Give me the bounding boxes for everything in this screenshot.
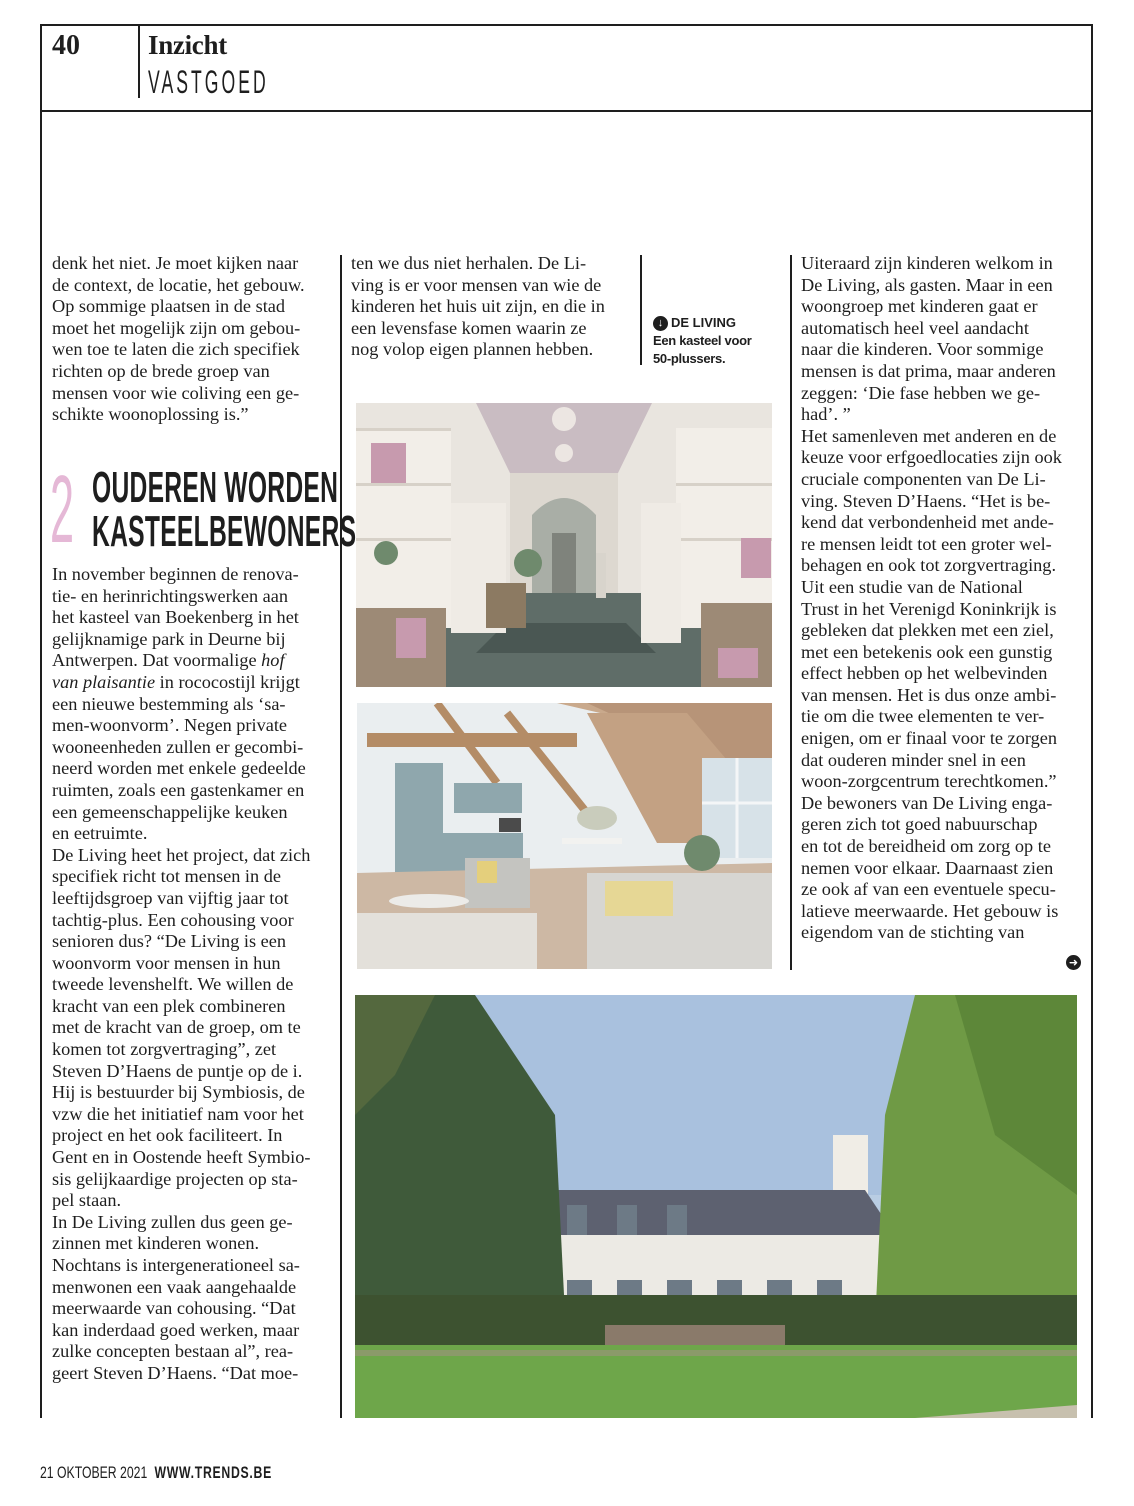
text-line: kan inderdaad goed werken, maar bbox=[52, 1319, 300, 1340]
article-column-left-top bbox=[52, 253, 332, 426]
section-title: Inzicht bbox=[148, 30, 227, 60]
text-line: ruimten, zoals een gastenkamer en bbox=[52, 779, 305, 800]
text-line: zeggen: ‘Die fase hebben we ge- bbox=[801, 382, 1041, 403]
text-line: enigen, om er finaal voor te zorgen bbox=[801, 728, 1058, 749]
text-line: keuze voor erfgoedlocaties zijn ook bbox=[801, 447, 1062, 468]
text-run: Antwerpen. Dat voormalige bbox=[52, 650, 262, 671]
text-line: De Living, als gasten. Maar in een bbox=[801, 274, 1053, 295]
text-line: wooneenheden zullen er gecombi- bbox=[52, 736, 304, 757]
text-line: tachtig-plus. Een cohousing voor bbox=[52, 909, 294, 930]
text-line: woongroep met kinderen gaat er bbox=[801, 296, 1038, 317]
text-block bbox=[52, 694, 332, 1385]
text-line: men-woonvorm’. Negen private bbox=[52, 715, 288, 736]
website-link[interactable]: WWW.TRENDS.BE bbox=[154, 1463, 272, 1482]
text-line: senioren dus? “De Living is een bbox=[52, 931, 287, 952]
text-line: Uiteraard zijn kinderen welkom in bbox=[801, 253, 1053, 273]
text-line: woon-zorgcentrum terechtkomen.” bbox=[801, 771, 1057, 792]
text-run: in rococostijl krijgt bbox=[155, 671, 300, 692]
photo-caption bbox=[653, 314, 752, 368]
column-divider-right bbox=[790, 255, 792, 970]
text-line: Op sommige plaatsen in de stad bbox=[52, 296, 286, 317]
text-line: Gent en in Oostende heeft Symbio- bbox=[52, 1147, 311, 1168]
text-line: kracht van een plek combineren bbox=[52, 995, 286, 1016]
text-line: specifiek richt tot mensen in de bbox=[52, 866, 281, 887]
page-left-rule bbox=[40, 24, 42, 1418]
italic-term: van plaisantie bbox=[52, 671, 156, 692]
caption-line: 50-plussers. bbox=[653, 351, 726, 366]
text-line: In november beginnen de renova- bbox=[52, 564, 299, 584]
text-line: een nieuwe bestemming als ‘sa- bbox=[52, 693, 286, 714]
text-line: ving is er voor mensen van wie de bbox=[351, 274, 602, 295]
text-line: tie- en herinrichtingswerken aan bbox=[52, 585, 289, 606]
text-line: wen toe te laten die zich specifiek bbox=[52, 339, 300, 360]
text-line: leeftijdsgroep van vijftig jaar tot bbox=[52, 887, 289, 908]
text-line: tweede levenshelft. We willen de bbox=[52, 974, 294, 995]
arrow-right-circle-icon: ➜ bbox=[1066, 955, 1081, 970]
section-heading bbox=[92, 463, 357, 556]
text-line: mensen voor wie coliving een ge- bbox=[52, 382, 300, 403]
italic-term: hof bbox=[261, 650, 285, 671]
text-line: geert Steven D’Haens. “Dat moe- bbox=[52, 1362, 299, 1383]
text-line: De Living heet het project, dat zich bbox=[52, 844, 311, 865]
text-line: Het samenleven met anderen en de bbox=[801, 425, 1057, 446]
attic-illustration bbox=[357, 703, 772, 969]
text-line: komen tot zorgvertraging”, zet bbox=[52, 1039, 277, 1060]
text-line: denk het niet. Je moet kijken naar bbox=[52, 253, 299, 273]
text-line: effect hebben op het welbevinden bbox=[801, 663, 1048, 684]
castle-illustration bbox=[355, 995, 1077, 1418]
text-line: het kasteel van Boekenberg in het bbox=[52, 607, 299, 628]
text-line: ving. Steven D’Haens. “Het is be- bbox=[801, 490, 1051, 511]
corridor-illustration bbox=[356, 403, 772, 687]
photo-castle-boekenberg bbox=[355, 995, 1077, 1418]
text-line: een gemeenschappelijke keuken bbox=[52, 801, 288, 822]
text-line: neerd worden met enkele gedeelde bbox=[52, 758, 306, 779]
photo-corridor-render bbox=[356, 403, 772, 687]
header-top-rule bbox=[40, 24, 1092, 26]
photo-attic-render bbox=[357, 703, 772, 969]
text-line: moet het mogelijk zijn om gebou- bbox=[52, 317, 301, 338]
text-line: de context, de locatie, het gebouw. bbox=[52, 274, 305, 295]
text-line: latieve meerwaarde. Het gebouw is bbox=[801, 900, 1059, 921]
text-line: zulke concepten bestaan al”, rea- bbox=[52, 1341, 294, 1362]
text-line: menwonen een vaak aangehaalde bbox=[52, 1276, 297, 1297]
text-line: en tot de bereidheid om zorg op te bbox=[801, 836, 1051, 857]
text-line: met de kracht van de groep, om te bbox=[52, 1017, 301, 1038]
arrow-down-circle-icon: ↓ bbox=[653, 316, 668, 331]
header-bottom-rule bbox=[40, 110, 1092, 112]
issue-date: 21 OKTOBER 2021 bbox=[40, 1463, 148, 1482]
text-line: kinderen het huis uit zijn, en die in bbox=[351, 296, 605, 317]
text-line: cruciale componenten van De Li- bbox=[801, 468, 1046, 489]
text-line: pel staan. bbox=[52, 1190, 122, 1211]
caption-line: Een kasteel voor bbox=[653, 333, 752, 348]
heading-line: OUDEREN WORDEN bbox=[92, 463, 339, 512]
text-line: gebleken dat plekken met een ziel, bbox=[801, 620, 1054, 641]
text-line: van mensen. Het is dus onze ambi- bbox=[801, 684, 1057, 705]
text-line: richten op de brede groep van bbox=[52, 360, 270, 381]
article-column-left-body bbox=[52, 564, 332, 1385]
caption-divider bbox=[640, 255, 642, 365]
text-line: kend dat verbondenheid met ande- bbox=[801, 512, 1054, 533]
section-subtitle: VASTGOED bbox=[148, 64, 269, 100]
page-footer bbox=[40, 1463, 272, 1483]
column-divider-left bbox=[340, 255, 342, 1418]
article-column-middle bbox=[351, 253, 631, 361]
text-line: gelijknamige park in Deurne bij bbox=[52, 628, 286, 649]
caption-title: DE LIVING bbox=[671, 315, 737, 330]
text-line: had’. ” bbox=[801, 404, 851, 425]
text-line bbox=[52, 650, 332, 672]
text-line: meerwaarde van cohousing. “Dat bbox=[52, 1298, 296, 1319]
text-line: mensen is dat prima, maar anderen bbox=[801, 360, 1056, 381]
caption-title-row bbox=[653, 314, 752, 332]
text-line: woonvorm voor mensen in hun bbox=[52, 952, 281, 973]
text-line: nog volop eigen plannen hebben. bbox=[351, 339, 594, 360]
text-line: met een betekenis ook een gunstig bbox=[801, 641, 1053, 662]
text-line: Hij is bestuurder bij Symbiosis, de bbox=[52, 1082, 305, 1103]
text-line: en eetruimte. bbox=[52, 823, 148, 844]
text-line: ze ook af van een eventuele specu- bbox=[801, 879, 1056, 900]
text-line bbox=[52, 672, 332, 694]
page-number: 40 bbox=[52, 30, 80, 61]
text-line: automatisch heel veel aandacht bbox=[801, 317, 1029, 338]
text-line: behagen en ook tot zorgvertraging. bbox=[801, 555, 1057, 576]
article-column-right bbox=[801, 253, 1086, 944]
text-line: eigendom van de stichting van bbox=[801, 922, 1025, 943]
text-line: Trust in het Verenigd Koninkrijk is bbox=[801, 598, 1057, 619]
page-right-rule bbox=[1091, 24, 1093, 1418]
heading-line: KASTEELBEWONERS bbox=[92, 507, 357, 556]
text-line: De bewoners van De Living enga- bbox=[801, 792, 1053, 813]
text-line: In De Living zullen dus geen ge- bbox=[52, 1211, 293, 1232]
text-line: een levensfase komen waarin ze bbox=[351, 317, 587, 338]
text-line: Steven D’Haens de puntje op de i. bbox=[52, 1060, 303, 1081]
heading-number: 2 bbox=[50, 456, 75, 563]
text-line: dat ouderen minder snel in een bbox=[801, 749, 1026, 770]
text-line: sis gelijkaardige projecten op sta- bbox=[52, 1168, 298, 1189]
text-line: vzw die het initiatief nam voor het bbox=[52, 1103, 304, 1124]
text-line: schikte woonoplossing is.” bbox=[52, 404, 249, 425]
text-line: re mensen leidt tot een groter wel- bbox=[801, 533, 1052, 554]
text-line: naar die kinderen. Voor sommige bbox=[801, 339, 1044, 360]
text-line: geren zich tot goed nabuurschap bbox=[801, 814, 1038, 835]
text-line: nemen voor elkaar. Daarnaast zien bbox=[801, 857, 1054, 878]
text-line: Uit een studie van de National bbox=[801, 576, 1023, 597]
text-line: tie om die twee elementen te ver- bbox=[801, 706, 1045, 727]
text-line: Nochtans is intergenerationeel sa- bbox=[52, 1255, 300, 1275]
text-line: project en het ook faciliteert. In bbox=[52, 1125, 283, 1146]
text-line: zinnen met kinderen wonen. bbox=[52, 1233, 260, 1254]
header-divider bbox=[138, 24, 140, 98]
text-line: ten we dus niet herhalen. De Li- bbox=[351, 253, 587, 273]
